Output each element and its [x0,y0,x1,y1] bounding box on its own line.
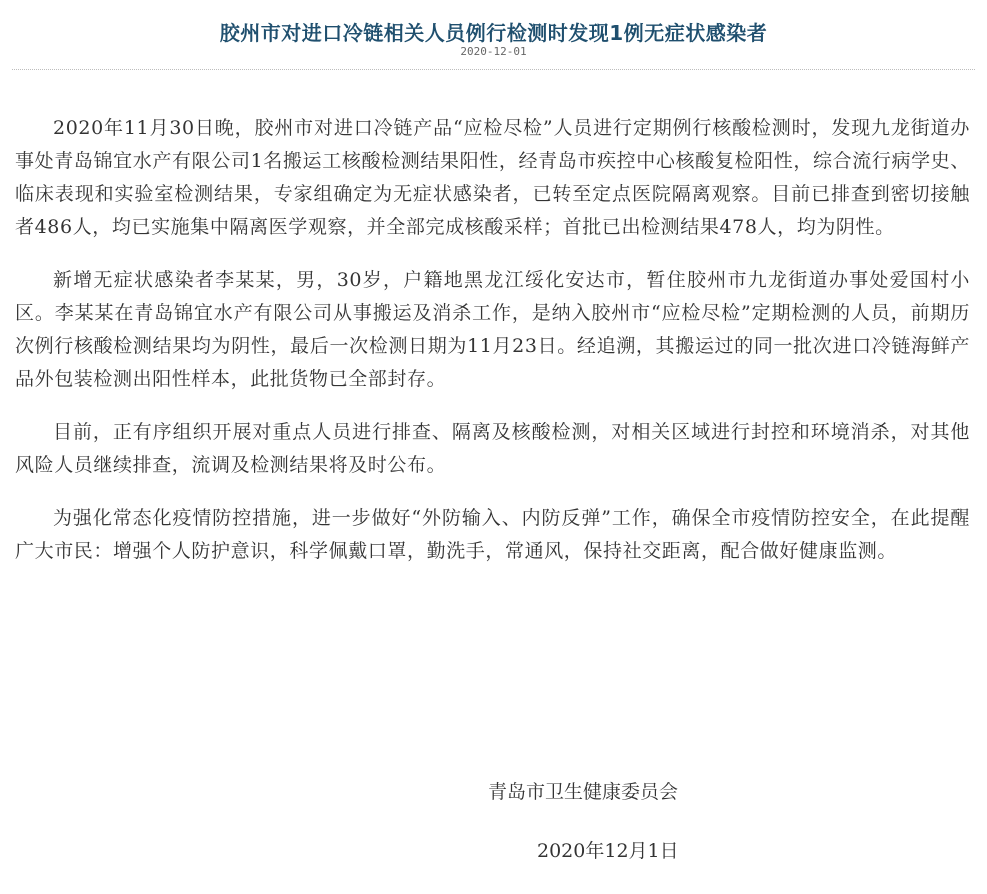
signature-organization: 青岛市卫生健康委员会 [488,781,679,803]
article-body [15,112,970,588]
article-title: 胶州市对进口冷链相关人员例行检测时发现1例无症状感染者 [219,21,768,46]
paragraph-case-discovery: 2020年11月30日晚，胶州市对进口冷链产品“应检尽检”人员进行定期例行核酸检测时，发现九龙街道办事处青岛锦宜水产有限公司1名搬运工核酸检测结果阳性，经青岛市疾控中心核酸复检阳性，综合流行病学史、临床表现和实验室检测结果，专家组确定为无症状感染者，已转至定点医院隔离观察。目前已排查到密切接触者486人，均已实施集中隔离医学观察，并全部完成核酸采样；首批已出检测结果478人，均为阴性。 [15,117,970,238]
paragraph-case-details: 新增无症状感染者李某某，男，30岁，户籍地黑龙江绥化安达市，暂住胶州市九龙街道办事处爱国村小区。李某某在青岛锦宜水产有限公司从事搬运及消杀工作，是纳入胶州市“应检尽检”定期检测的人员，前期历次例行核酸检测结果均为阴性，最后一次检测日期为11月23日。经追溯，其搬运过的同一批次进口冷链海鲜产品外包装检测出阳性样本，此批货物已全部封存。 [15,269,970,390]
signature-date: 2020年12月1日 [537,840,679,862]
header-divider [12,69,975,70]
publish-date: 2020-12-01 [460,45,527,58]
paragraph-public-reminder: 为强化常态化疫情防控措施，进一步做好“外防输入、内防反弹”工作，确保全市疫情防控安全，在此提醒广大市民：增强个人防护意识，科学佩戴口罩，勤洗手，常通风，保持社交距离，配合做好健康监测。 [15,507,970,562]
paragraph-current-measures: 目前，正有序组织开展对重点人员进行排查、隔离及核酸检测，对相关区域进行封控和环境消杀，对其他风险人员继续排查，流调及检测结果将及时公布。 [15,421,970,476]
